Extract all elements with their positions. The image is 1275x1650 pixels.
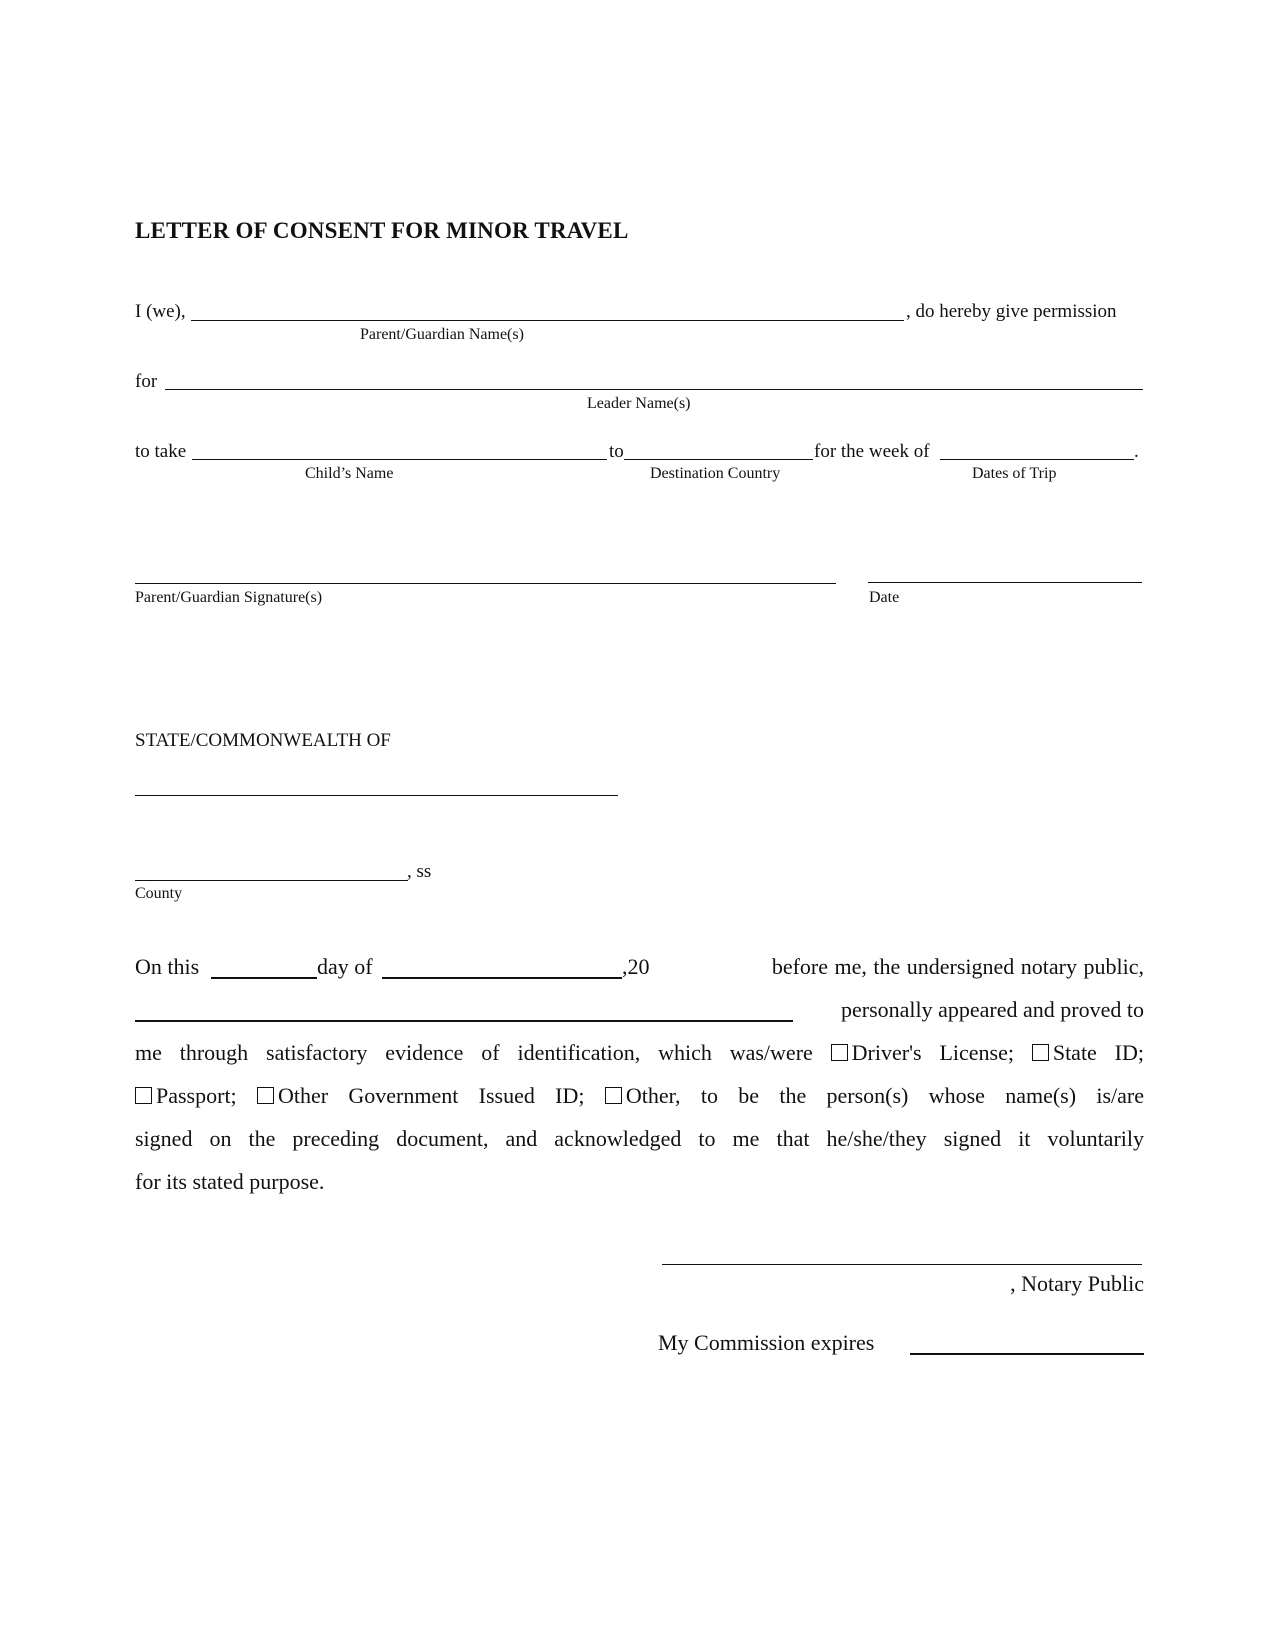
period: .	[1134, 441, 1139, 462]
other-gov-id-checkbox[interactable]	[257, 1087, 274, 1104]
child-name-field[interactable]	[192, 459, 607, 460]
dates-of-trip-field[interactable]	[940, 459, 1134, 460]
state-id-checkbox[interactable]	[1032, 1044, 1049, 1061]
appearer-name-field[interactable]	[135, 1020, 793, 1022]
ss-label: , ss	[407, 861, 432, 882]
day-of-label: day of	[317, 954, 373, 979]
state-commonwealth-label: STATE/COMMONWEALTH OF	[135, 730, 391, 751]
identification-text: me through satisfactory evidence of identification, which was/were	[135, 1040, 813, 1065]
signature-caption: Parent/Guardian Signature(s)	[135, 589, 323, 606]
personally-appeared-text: personally appeared and proved to	[841, 997, 1144, 1022]
state-id-label: State ID;	[1052, 1040, 1144, 1065]
other-checkbox[interactable]	[605, 1087, 622, 1104]
on-this-label: On this	[135, 954, 200, 979]
parent-guardian-name-caption: Parent/Guardian Name(s)	[360, 326, 524, 343]
other-label: Other, to be the person(s) whose name(s) is/are	[625, 1083, 1145, 1108]
parent-guardian-signature-field[interactable]	[135, 583, 836, 584]
paragraph-line-4	[135, 1074, 1144, 1117]
permission-text: , do hereby give permission	[906, 301, 1117, 322]
parent-guardian-name-field[interactable]	[191, 320, 904, 321]
for-label: for	[135, 371, 158, 392]
commission-expiry-field[interactable]	[910, 1353, 1144, 1355]
leader-name-caption: Leader Name(s)	[587, 395, 691, 412]
page-title: LETTER OF CONSENT FOR MINOR TRAVEL	[135, 218, 629, 243]
i-we-label: I (we),	[135, 301, 186, 322]
county-field[interactable]	[135, 880, 408, 881]
passport-label: Passport;	[156, 1083, 237, 1108]
paragraph-line-6: for its stated purpose.	[135, 1169, 325, 1194]
other-gov-id-label: Other Government Issued ID;	[278, 1083, 585, 1108]
notary-public-label: , Notary Public	[1010, 1271, 1144, 1296]
destination-country-field[interactable]	[624, 459, 813, 460]
notary-signature-field[interactable]	[662, 1264, 1142, 1265]
signature-date-field[interactable]	[868, 582, 1142, 583]
year-label: ,20	[622, 954, 650, 979]
leader-name-field[interactable]	[165, 389, 1143, 390]
paragraph-line-5: signed on the preceding document, and acknowledged to me that he/she/they signed it voluntarily	[135, 1126, 1144, 1151]
to-label: to	[609, 441, 624, 462]
child-name-caption: Child’s Name	[305, 465, 394, 482]
state-field[interactable]	[135, 795, 618, 796]
county-caption: County	[135, 885, 183, 902]
drivers-license-label: Driver's License;	[851, 1040, 1014, 1065]
paragraph-line-3	[135, 1031, 1144, 1074]
dates-of-trip-caption: Dates of Trip	[972, 465, 1057, 482]
to-take-label: to take	[135, 441, 187, 462]
day-field[interactable]	[211, 977, 317, 979]
date-caption: Date	[869, 589, 900, 606]
drivers-license-checkbox[interactable]	[831, 1044, 848, 1061]
before-me-text: before me, the undersigned notary public,	[771, 954, 1144, 979]
notary-paragraph-body	[135, 1031, 1144, 1203]
destination-country-caption: Destination Country	[650, 465, 781, 482]
commission-expires-label: My Commission expires	[658, 1330, 875, 1355]
for-the-week-label: for the week of	[814, 441, 930, 462]
passport-checkbox[interactable]	[135, 1087, 152, 1104]
month-field[interactable]	[382, 977, 622, 979]
